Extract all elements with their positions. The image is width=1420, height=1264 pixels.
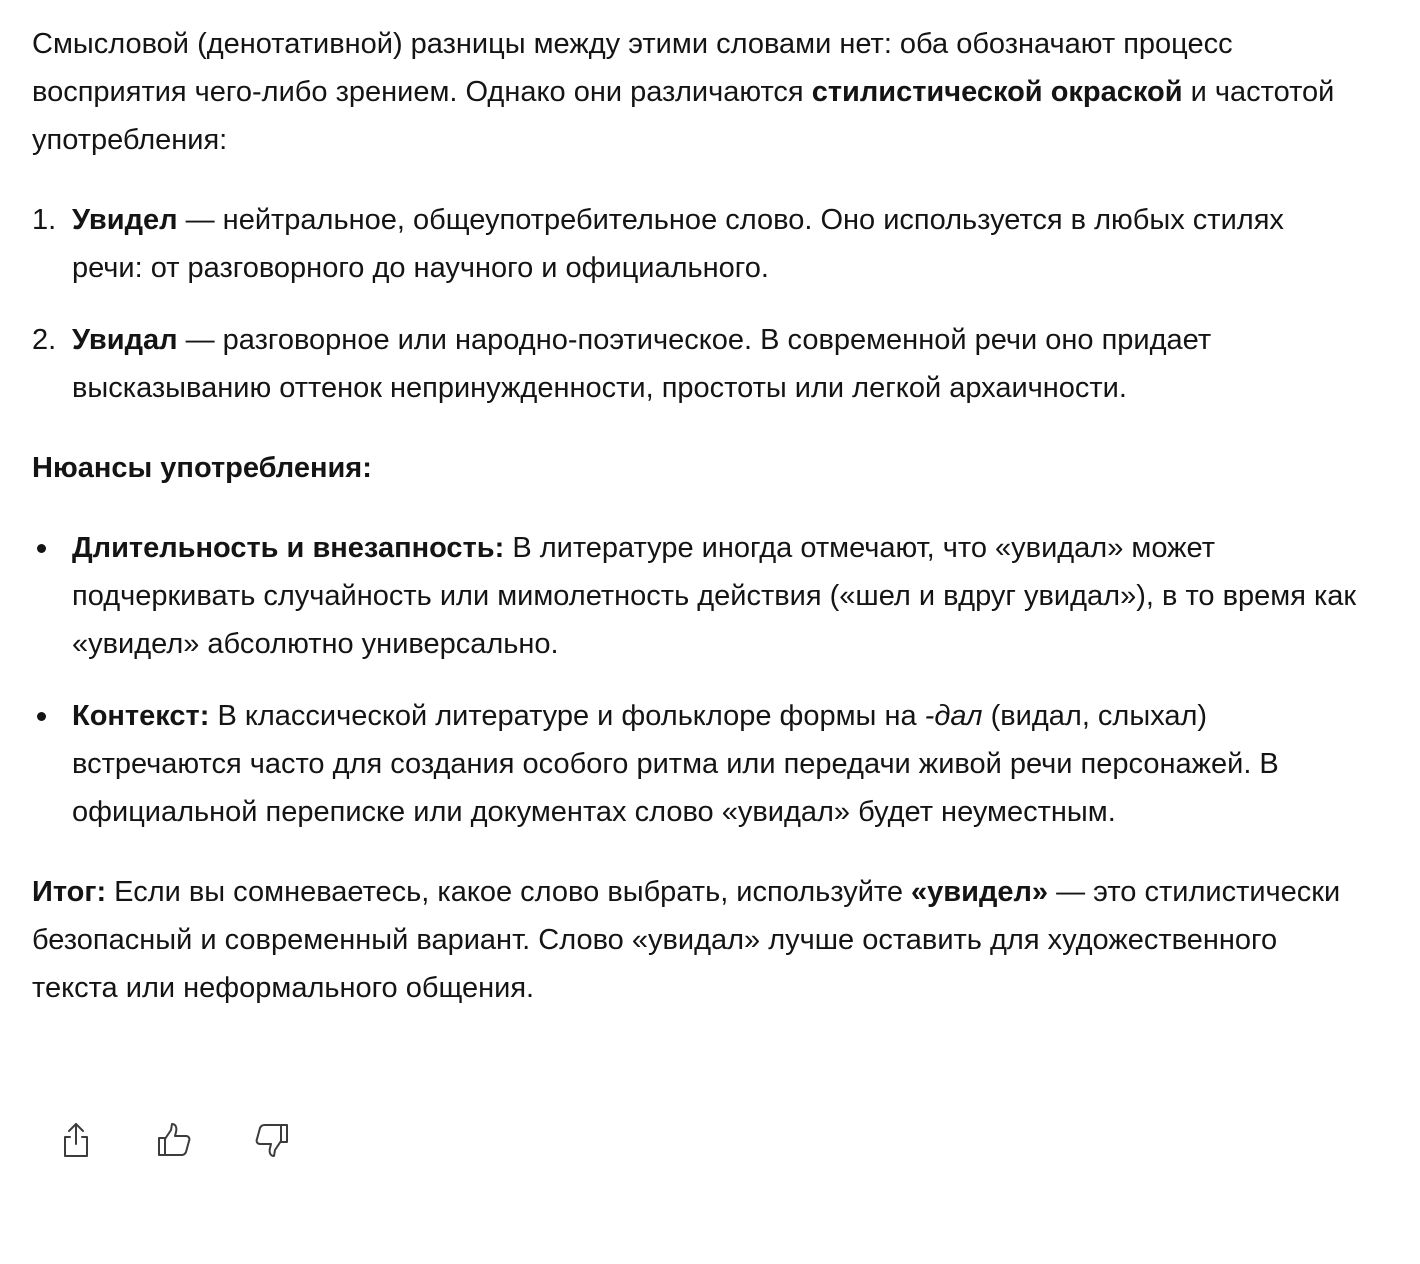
list-text: — разговорное или народно-поэтическое. В современной речи оно придает высказыванию оттенок непринужденности, простоты или легкой архаичности. [72,324,1212,404]
bullet-italic-text: -дал [924,700,983,732]
bullet-dot [37,544,46,553]
bullet-term: Контекст: [72,700,210,732]
list-number: 1. [32,204,57,236]
bullet-text-end: (видал, слыхал) встречаются часто для создания особого ритма или передачи живой речи персонажей. В официальной переписке или документах слово «увидал» будет неуместным. [72,700,1279,828]
list-term: Увидел [72,204,178,236]
message-content [32,20,1362,1012]
summary-paragraph [32,868,1362,1012]
intro-paragraph [32,20,1362,164]
bullet-list [32,524,1362,836]
list-item [32,316,1362,412]
section-heading: Нюансы употребления: [32,452,372,484]
thumbs-up-icon [156,1120,192,1160]
list-item [32,692,1362,836]
bullet-dot [37,712,46,721]
summary-text-end: — это стилистически безопасный и современный вариант. Слово «увидал» лучше оставить для художественного текста или неформального общения. [32,876,1341,1004]
summary-text: Если вы сомневаетесь, какое слово выбрать, используйте [106,876,912,908]
intro-text: Смысловой (денотативной) разницы между этими словами нет: оба обозначают процесс восприятия чего-либо зрением. Однако они различаются [32,28,1233,108]
thumbs-down-icon [254,1120,290,1160]
list-item [32,196,1362,292]
intro-bold-text: стилистической окраской [811,76,1183,108]
bullet-text: В классической литературе и фольклоре формы на [209,700,925,732]
share-button[interactable] [56,1118,96,1162]
summary-label: Итог: [32,876,107,908]
dislike-button[interactable] [252,1118,292,1162]
summary-bold-text: «увидел» [911,876,1049,908]
list-text: — нейтральное, общеупотребительное слово. Оно используется в любых стилях речи: от разговорного до научного и официального. [72,204,1284,284]
like-button[interactable] [154,1118,194,1162]
list-item [32,524,1362,668]
share-icon [58,1120,94,1160]
bullet-term: Длительность и внезапность: [72,532,505,564]
list-number: 2. [32,324,57,356]
numbered-list [32,196,1362,412]
message-actions [56,1118,292,1162]
bullet-text: В литературе иногда отмечают, что «увидал» может подчеркивать случайность или мимолетность действия («шел и вдруг увидал»), в то время как «увидел» абсолютно универсально. [72,532,1357,660]
list-term: Увидал [72,324,178,356]
intro-text-end: и частотой употребления: [32,76,1335,156]
